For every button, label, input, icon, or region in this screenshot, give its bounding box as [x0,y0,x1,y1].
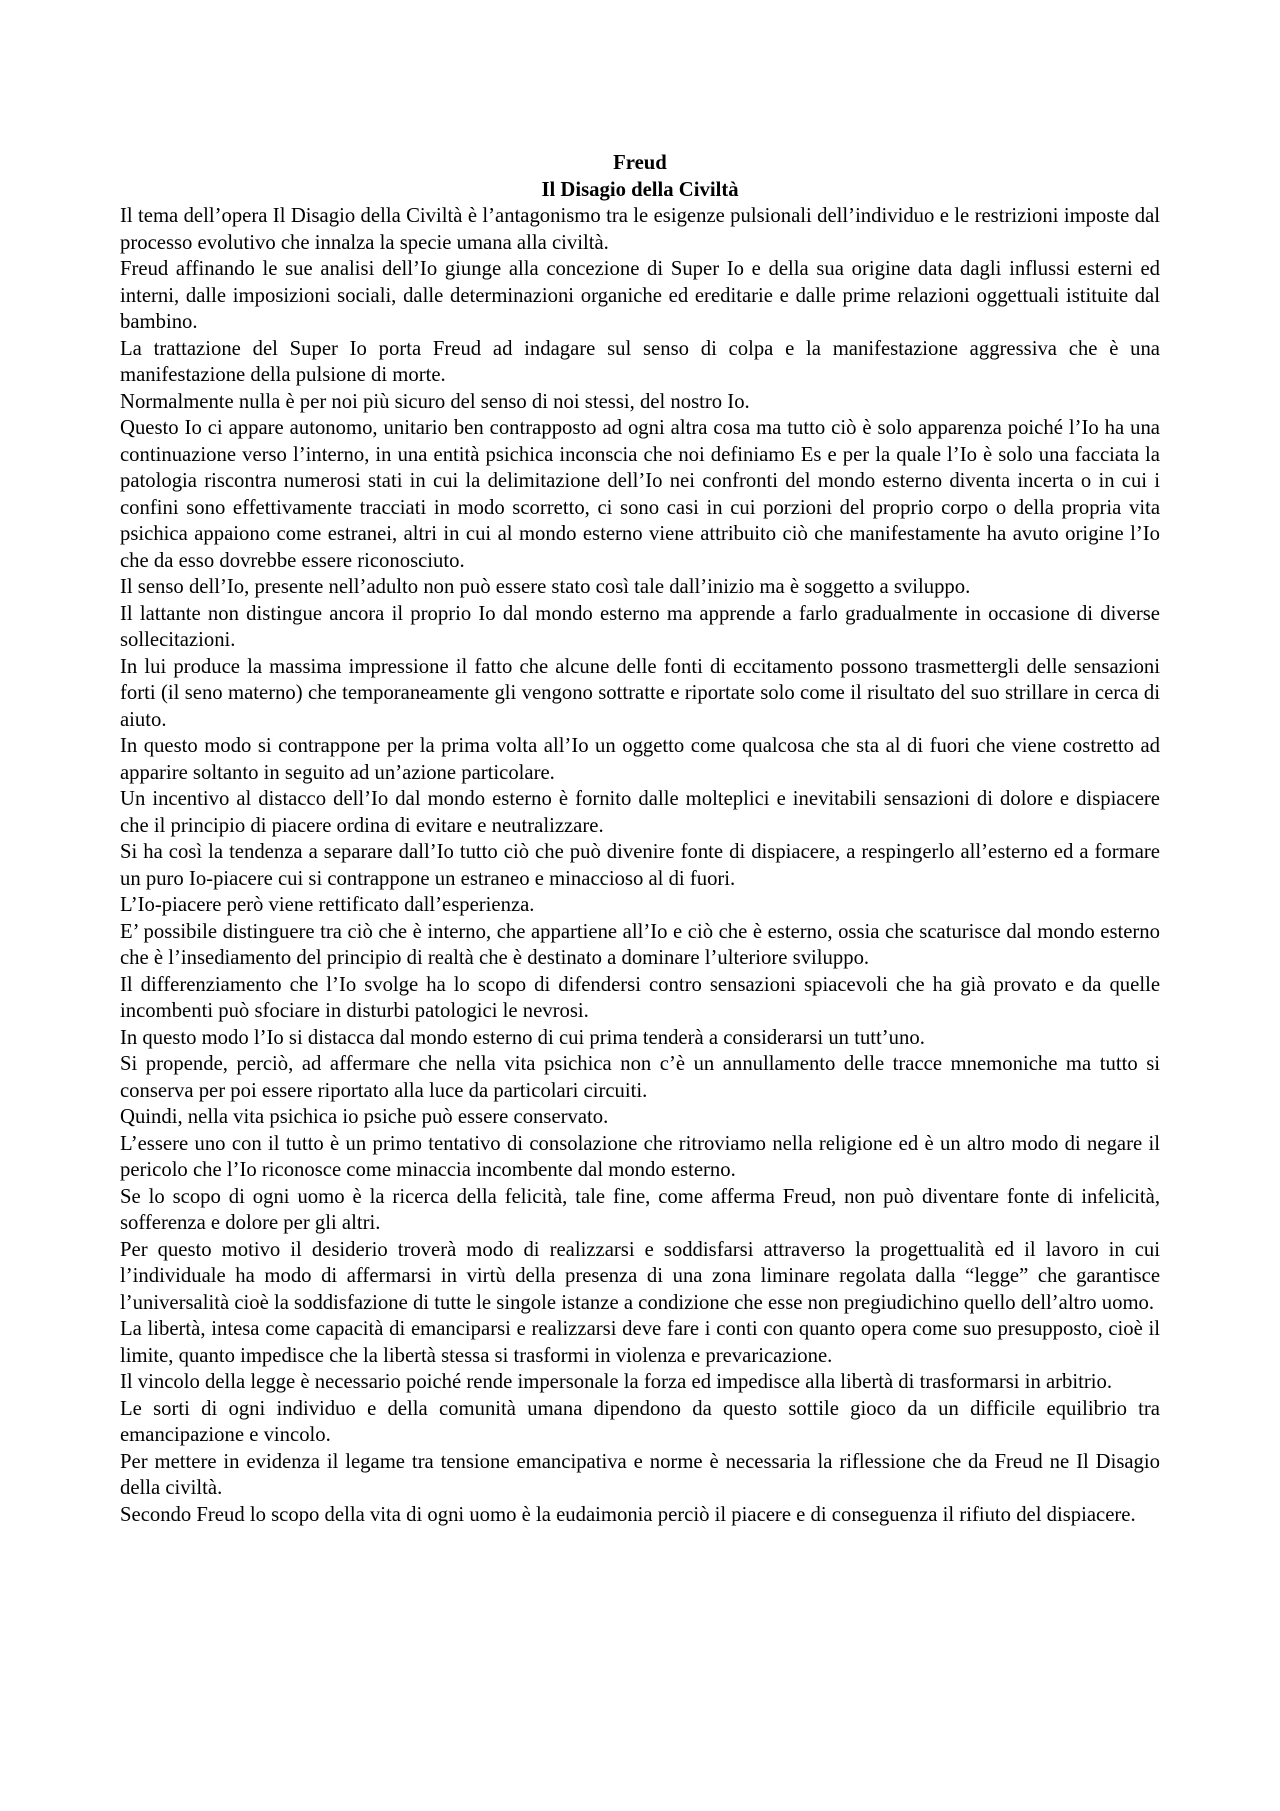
paragraph: In lui produce la massima impressione il fatto che alcune delle fonti di eccitamento possono trasmettergli delle sensazioni forti (il seno materno) che temporaneamente gli vengono sottratte e riportate solo come il risultato del suo strillare in cerca di aiuto. [120,655,1160,731]
paragraph: Normalmente nulla è per noi più sicuro del senso di noi stessi, del nostro Io. [120,390,750,413]
paragraph: La libertà, intesa come capacità di emanciparsi e realizzarsi deve fare i conti con quanto opera come suo presupposto, cioè il limite, quanto impedisce che la libertà stessa si trasformi in violenza e prevaricazione. [120,1318,1160,1367]
paragraph: Si propende, perciò, ad affermare che nella vita psichica non c’è un annullamento delle tracce mnemoniche ma tutto si conserva per poi essere riportato alla luce da particolari circuiti. [120,1053,1160,1102]
paragraph: Un incentivo al distacco dell’Io dal mondo esterno è fornito dalle molteplici e inevitabili sensazioni di dolore e dispiacere che il principio di piacere ordina di evitare e neutralizzare. [120,788,1160,837]
paragraph: Il senso dell’Io, presente nell’adulto non può essere stato così tale dall’inizio ma è soggetto a sviluppo. [120,576,971,598]
paragraph: La trattazione del Super Io porta Freud ad indagare sul senso di colpa e la manifestazione aggressiva che è una manifestazione della pulsione di morte. [120,337,1160,386]
paragraph: Per mettere in evidenza il legame tra tensione emancipativa e norme è necessaria la riflessione che da Freud ne Il Disagio della civiltà. [120,1450,1160,1499]
document-page [120,150,1160,1528]
paragraph: Il tema dell’opera Il Disagio della Civiltà è l’antagonismo tra le esigenze pulsionali dell’individuo e le restrizioni imposte dal processo evolutivo che innalza la specie umana alla civiltà. [120,205,1160,254]
paragraph: In questo modo si contrappone per la prima volta all’Io un oggetto come qualcosa che sta al di fuori che viene costretto ad apparire soltanto in seguito ad un’azione particolare. [120,735,1160,784]
paragraph: In questo modo l’Io si distacca dal mondo esterno di cui prima tenderà a considerarsi un tutt’uno. [120,1026,925,1049]
document-title: Freud [613,152,667,174]
paragraph: Questo Io ci appare autonomo, unitario ben contrapposto ad ogni altra cosa ma tutto ciò è solo apparenza poiché l’Io ha una continuazione verso l’interno, in una entità psichica inconscia che noi definiamo Es e per la quale l’Io è solo una facciata la patologia riscontra numerosi stati in cui la delimitazione dell’Io nei confronti del mondo esterno diventa incerta o in cui i confini sono effettivamente tracciati in modo scorretto, ci sono casi in cui porzioni del proprio corpo o della propria vita psichica appaiono come estranei, altri in cui al mondo esterno viene attribuito ciò che manifestamente ha avuto origine l’Io che da esso dovrebbe essere riconosciuto. [120,417,1160,572]
paragraph: E’ possibile distinguere tra ciò che è interno, che appartiene all’Io e ciò che è esterno, ossia che scaturisce dal mondo esterno che è l’insediamento del principio di realtà che è destinato a dominare l’ulteriore sviluppo. [120,920,1160,969]
paragraph: Per questo motivo il desiderio troverà modo di realizzarsi e soddisfarsi attraverso la progettualità ed il lavoro in cui l’individuale ha modo di affermarsi in virtù della presenza di una zona liminare regolata dalla “legge” che garantisce l’universalità cioè la soddisfazione di tutte le singole istanze a condizione che esse non pregiudichino quello dell’altro uomo. [120,1238,1160,1314]
paragraph: Quindi, nella vita psichica io psiche può essere conservato. [120,1106,609,1128]
paragraph: Il vincolo della legge è necessario poiché rende impersonale la forza ed impedisce alla libertà di trasformarsi in arbitrio. [120,1371,1113,1393]
paragraph: Secondo Freud lo scopo della vita di ogni uomo è la eudaimonia perciò il piacere e di conseguenza il rifiuto del dispiacere. [120,1503,1136,1526]
paragraph: L’essere uno con il tutto è un primo tentativo di consolazione che ritroviamo nella religione ed è un altro modo di negare il pericolo che l’Io riconosce come minaccia incombente dal mondo esterno. [120,1132,1160,1181]
paragraph: L’Io-piacere però viene rettificato dall’esperienza. [120,894,535,916]
paragraph: Se lo scopo di ogni uomo è la ricerca della felicità, tale fine, come afferma Freud, non può diventare fonte di infelicità, sofferenza e dolore per gli altri. [120,1185,1160,1234]
paragraph: Il lattante non distingue ancora il proprio Io dal mondo esterno ma apprende a farlo gradualmente in occasione di diverse sollecitazioni. [120,602,1160,651]
document-subtitle: Il Disagio della Civiltà [541,178,739,201]
paragraph: Il differenziamento che l’Io svolge ha lo scopo di difendersi contro sensazioni spiacevoli che ha già provato e da quelle incombenti può sfociare in disturbi patologici le nevrosi. [120,973,1160,1022]
paragraph: Si ha così la tendenza a separare dall’Io tutto ciò che può divenire fonte di dispiacere, a respingerlo all’esterno ed a formare un puro Io-piacere cui si contrappone un estraneo e minaccioso al di fuori. [120,841,1160,890]
paragraph: Le sorti di ogni individuo e della comunità umana dipendono da questo sottile gioco da un difficile equilibrio tra emancipazione e vincolo. [120,1397,1160,1446]
document-body [120,203,1160,1528]
paragraph: Freud affinando le sue analisi dell’Io giunge alla concezione di Super Io e della sua origine data dagli influssi esterni ed interni, dalle imposizioni sociali, dalle determinazioni organiche ed ereditarie e dalle prime relazioni oggettuali istituite dal bambino. [120,258,1160,333]
